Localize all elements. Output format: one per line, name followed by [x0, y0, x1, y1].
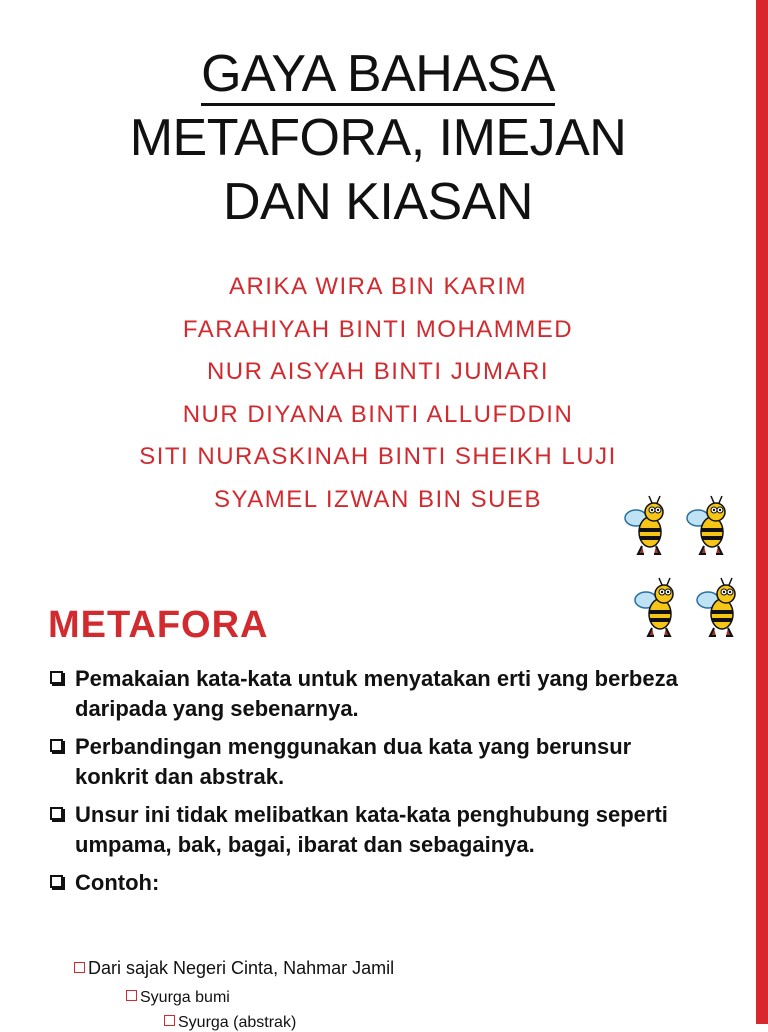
checkbox-bullet-icon [74, 962, 85, 973]
accent-bar [756, 688, 768, 1024]
checkbox-bullet-icon [50, 807, 63, 820]
title-line-2: METAFORA, IMEJAN [129, 109, 627, 167]
list-item: Pemakaian kata-kata untuk menyatakan erti yang berbeza daripada yang sebenarnya. [48, 664, 688, 724]
list-item: Unsur ini tidak melibatkan kata-kata penghubung seperti umpama, bak, bagai, ibarat dan sebagainya. [48, 800, 688, 860]
title-line-3: DAN KIASAN [223, 173, 533, 231]
author-name: NUR DIYANA BINTI ALLUFDDIN [182, 400, 574, 428]
checkbox-bullet-icon [50, 875, 63, 888]
author-name: SITI NURASKINAH BINTI SHEIKH LUJI [139, 443, 617, 470]
checkbox-bullet-icon [164, 1015, 175, 1026]
author-list [0, 266, 756, 521]
sub-list-item: Syurga bumi [126, 989, 230, 1007]
bee-icon [622, 494, 682, 558]
title-line-1: GAYA BAHASA [0, 42, 756, 106]
author-name: FARAHIYAH BINTI MOHAMMED [182, 315, 574, 343]
bee-icon [632, 576, 692, 640]
bullet-list [48, 664, 688, 906]
checkbox-bullet-icon [126, 990, 137, 1001]
sub-list-item: Syurga (abstrak) [164, 1014, 296, 1032]
bee-icon [684, 494, 744, 558]
author-name: SYAMEL IZWAN BIN SUEB [214, 485, 542, 513]
checkbox-bullet-icon [50, 671, 63, 684]
slide-title [0, 42, 756, 234]
section-heading: METAFORA [48, 604, 269, 646]
author-name: ARIKA WIRA BIN KARIM [228, 273, 528, 300]
bee-clipart [620, 492, 760, 642]
list-item: Perbandingan menggunakan dua kata yang berunsur konkrit dan abstrak. [48, 732, 688, 792]
checkbox-bullet-icon [50, 739, 63, 752]
sub-list-item: Dari sajak Negeri Cinta, Nahmar Jamil [74, 958, 394, 979]
bee-icon [694, 576, 754, 640]
author-name: NUR AISYAH BINTI JUMARI [206, 358, 550, 385]
list-item: Contoh: [48, 868, 688, 898]
